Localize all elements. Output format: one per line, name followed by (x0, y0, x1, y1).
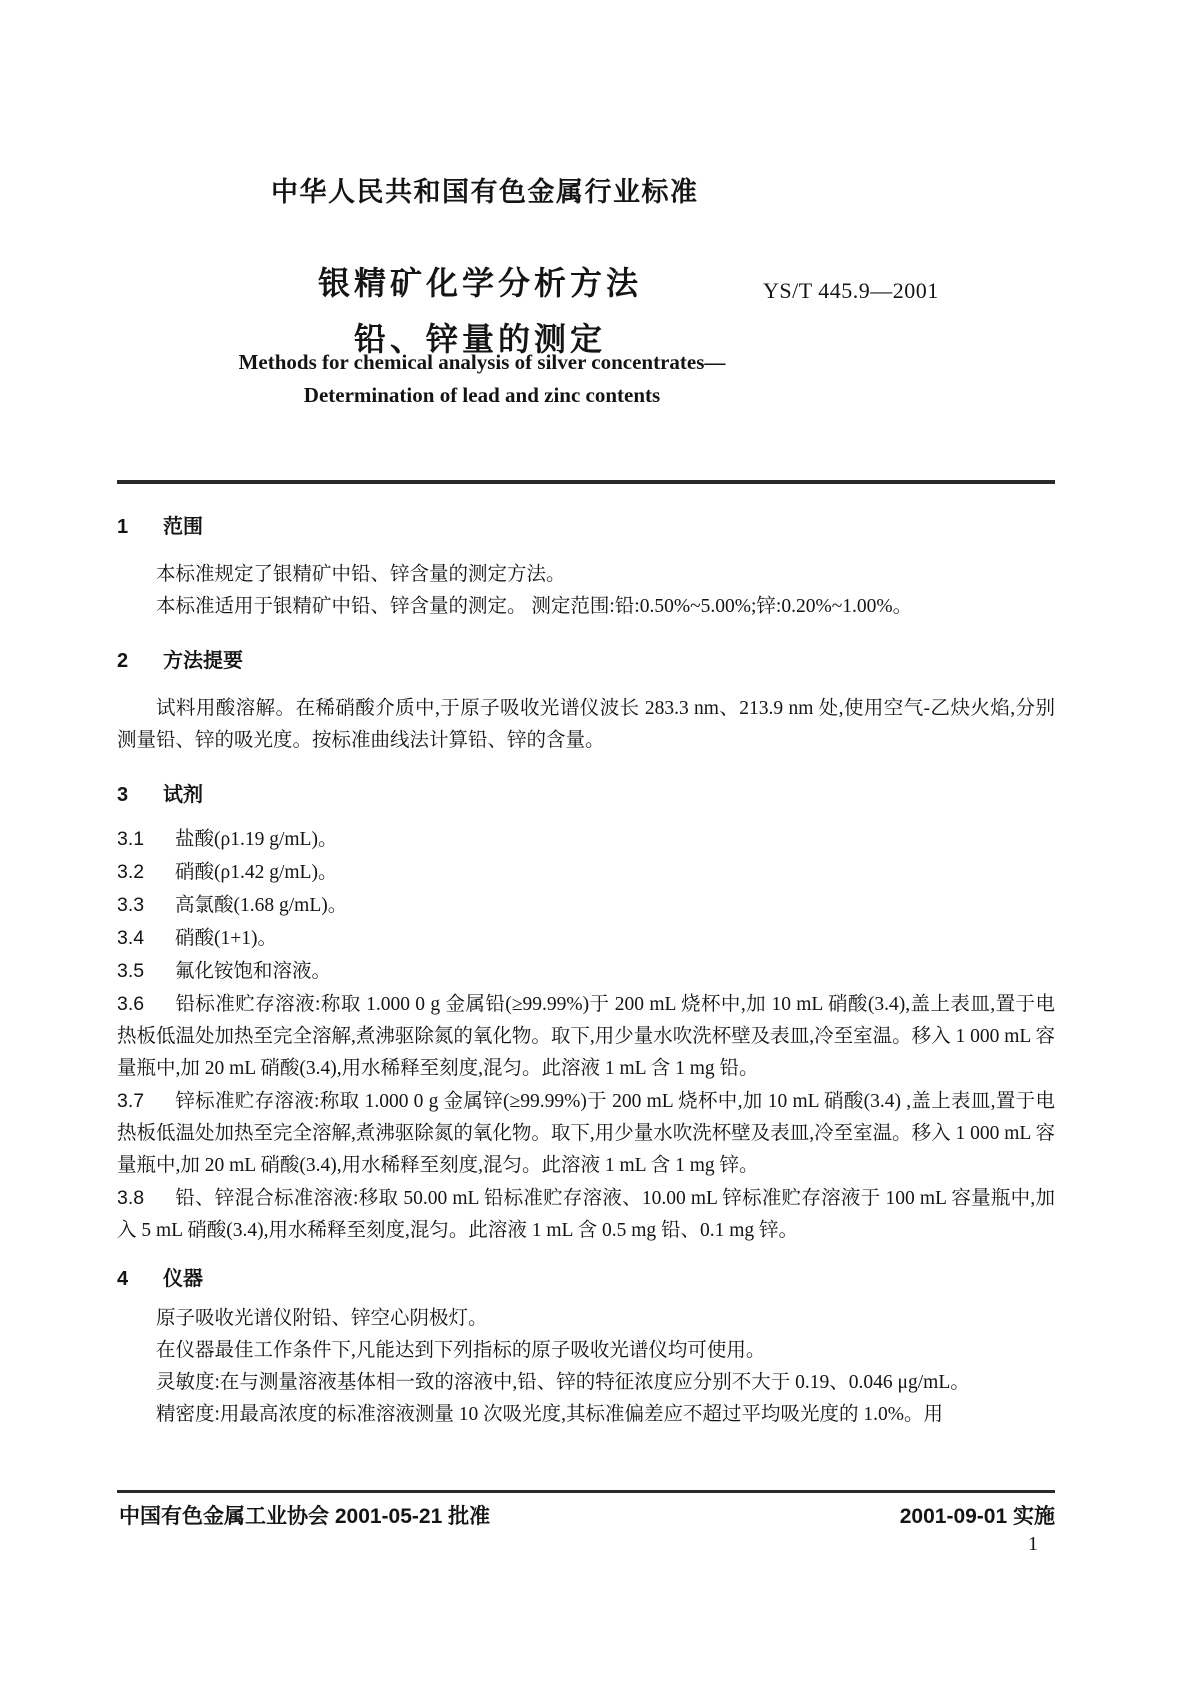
item-text: 铅标准贮存溶液:称取 1.000 0 g 金属铅(≥99.99%)于 200 mL 烧杯中,加 10 mL 硝酸(3.4),盖上表皿,置于电热板低温处加热至完全溶解,煮沸驱除氮的氧化物。取下,用少量水吹洗杯壁及表皿,冷至室温。移入 1 000 mL 容量瓶中,加 20 mL 硝酸(3.4),用水稀释至刻度,混匀。此溶液 1 mL 含 1 mg 铅。 (117, 994, 1055, 1079)
item-text: 锌标准贮存溶液:称取 1.000 0 g 金属锌(≥99.99%)于 200 mL 烧杯中,加 10 mL 硝酸(3.4) ,盖上表皿,置于电热板低温处加热至完全溶解,煮沸驱除氮的氧化物。取下,用少量水吹洗杯壁及表皿,冷至室温。移入 1 000 mL 容量瓶中,加 20 mL 硝酸(3.4),用水稀释至刻度,混匀。此溶液 1 mL 含 1 mg 锌。 (117, 1091, 1055, 1176)
reagent-item-3-2 (117, 856, 1055, 889)
doc-title-cn-line1: 银精矿化学分析方法 (317, 265, 643, 301)
item-text: 铅、锌混合标准溶液:移取 50.00 mL 铅标准贮存溶液、10.00 mL 锌标准贮存溶液于 100 mL 容量瓶中,加入 5 mL 硝酸(3.4),用水稀释至刻度,混匀。此溶液 1 mL 含 0.5 mg 铅、0.1 mg 锌。 (117, 1188, 1055, 1241)
section-2-title: 方法提要 (163, 650, 243, 672)
document-body (117, 513, 1055, 1431)
section-4-title: 仪器 (163, 1268, 203, 1290)
item-number: 3.8 (117, 1187, 145, 1209)
reagent-item-3-1 (117, 823, 1055, 856)
section-4-paragraph-3: 灵敏度:在与测量溶液基体相一致的溶液中,铅、锌的特征浓度应分别不大于 0.19、0.046 μg/mL。 (156, 1372, 970, 1393)
item-number: 3.4 (117, 927, 145, 949)
section-2-number: 2 (117, 650, 129, 672)
item-number: 3.7 (117, 1090, 145, 1112)
section-1-heading (117, 513, 1055, 541)
item-number: 3.5 (117, 960, 145, 982)
item-number: 3.1 (117, 828, 145, 850)
footer-approval: 中国有色金属工业协会 2001-05-21 批准 (119, 1505, 491, 1528)
doc-title-en-line1: Methods for chemical analysis of silver concentrates— (238, 350, 726, 374)
item-text: 硝酸(ρ1.42 g/mL)。 (175, 862, 338, 883)
reagent-item-3-8 (117, 1182, 1055, 1247)
section-4-heading (117, 1265, 1055, 1293)
item-text: 硝酸(1+1)。 (175, 928, 277, 949)
header-rule (117, 480, 1055, 484)
section-3-number: 3 (117, 784, 129, 806)
item-number: 3.2 (117, 861, 145, 883)
section-3-title: 试剂 (163, 784, 203, 806)
item-number: 3.3 (117, 894, 145, 916)
item-text: 氟化铵饱和溶液。 (175, 961, 332, 982)
footer-implementation: 2001-09-01 实施 (899, 1505, 1055, 1528)
item-number: 3.6 (117, 993, 145, 1015)
item-text: 盐酸(ρ1.19 g/mL)。 (175, 829, 338, 850)
section-1-title: 范围 (163, 516, 203, 538)
doc-title-cn-line2: 铅、锌量的测定 (353, 321, 607, 357)
section-4-paragraph-4: 精密度:用最高浓度的标准溶液测量 10 次吸光度,其标准偏差应不超过平均吸光度的 1.0%。用 (156, 1404, 944, 1425)
reagent-item-3-6 (117, 988, 1055, 1085)
section-4-paragraph-1: 原子吸收光谱仪附铅、锌空心阴极灯。 (156, 1308, 488, 1329)
page-number: 1 (1028, 1533, 1038, 1555)
section-4-paragraph-2: 在仪器最佳工作条件下,凡能达到下列指标的原子吸收光谱仪均可使用。 (156, 1340, 766, 1361)
reagent-item-3-4 (117, 922, 1055, 955)
section-4-number: 4 (117, 1268, 129, 1290)
standard-number: YS/T 445.9—2001 (763, 278, 939, 303)
section-1-number: 1 (117, 516, 129, 538)
section-2-paragraph-1: 试料用酸溶解。在稀硝酸介质中,于原子吸收光谱仪波长 283.3 nm、213.9 nm 处,使用空气-乙炔火焰,分别测量铅、锌的吸光度。按标准曲线法计算铅、锌的含量。 (117, 698, 1055, 751)
item-text: 高氯酸(1.68 g/mL)。 (175, 895, 348, 916)
doc-title-en-line2: Determination of lead and zinc contents (303, 383, 661, 407)
reagent-item-3-5 (117, 955, 1055, 988)
reagent-item-3-3 (117, 889, 1055, 922)
reagent-item-3-7 (117, 1085, 1055, 1182)
section-2-heading (117, 647, 1055, 675)
section-1-paragraph-1: 本标准规定了银精矿中铅、锌含量的测定方法。 (156, 564, 566, 585)
standard-category-header: 中华人民共和国有色金属行业标准 (271, 177, 699, 207)
section-1-paragraph-2: 本标准适用于银精矿中铅、锌含量的测定。 测定范围:铅:0.50%~5.00%;锌:0.20%~1.00%。 (156, 596, 913, 617)
section-3-heading (117, 781, 1055, 809)
footer-rule (117, 1490, 1055, 1493)
